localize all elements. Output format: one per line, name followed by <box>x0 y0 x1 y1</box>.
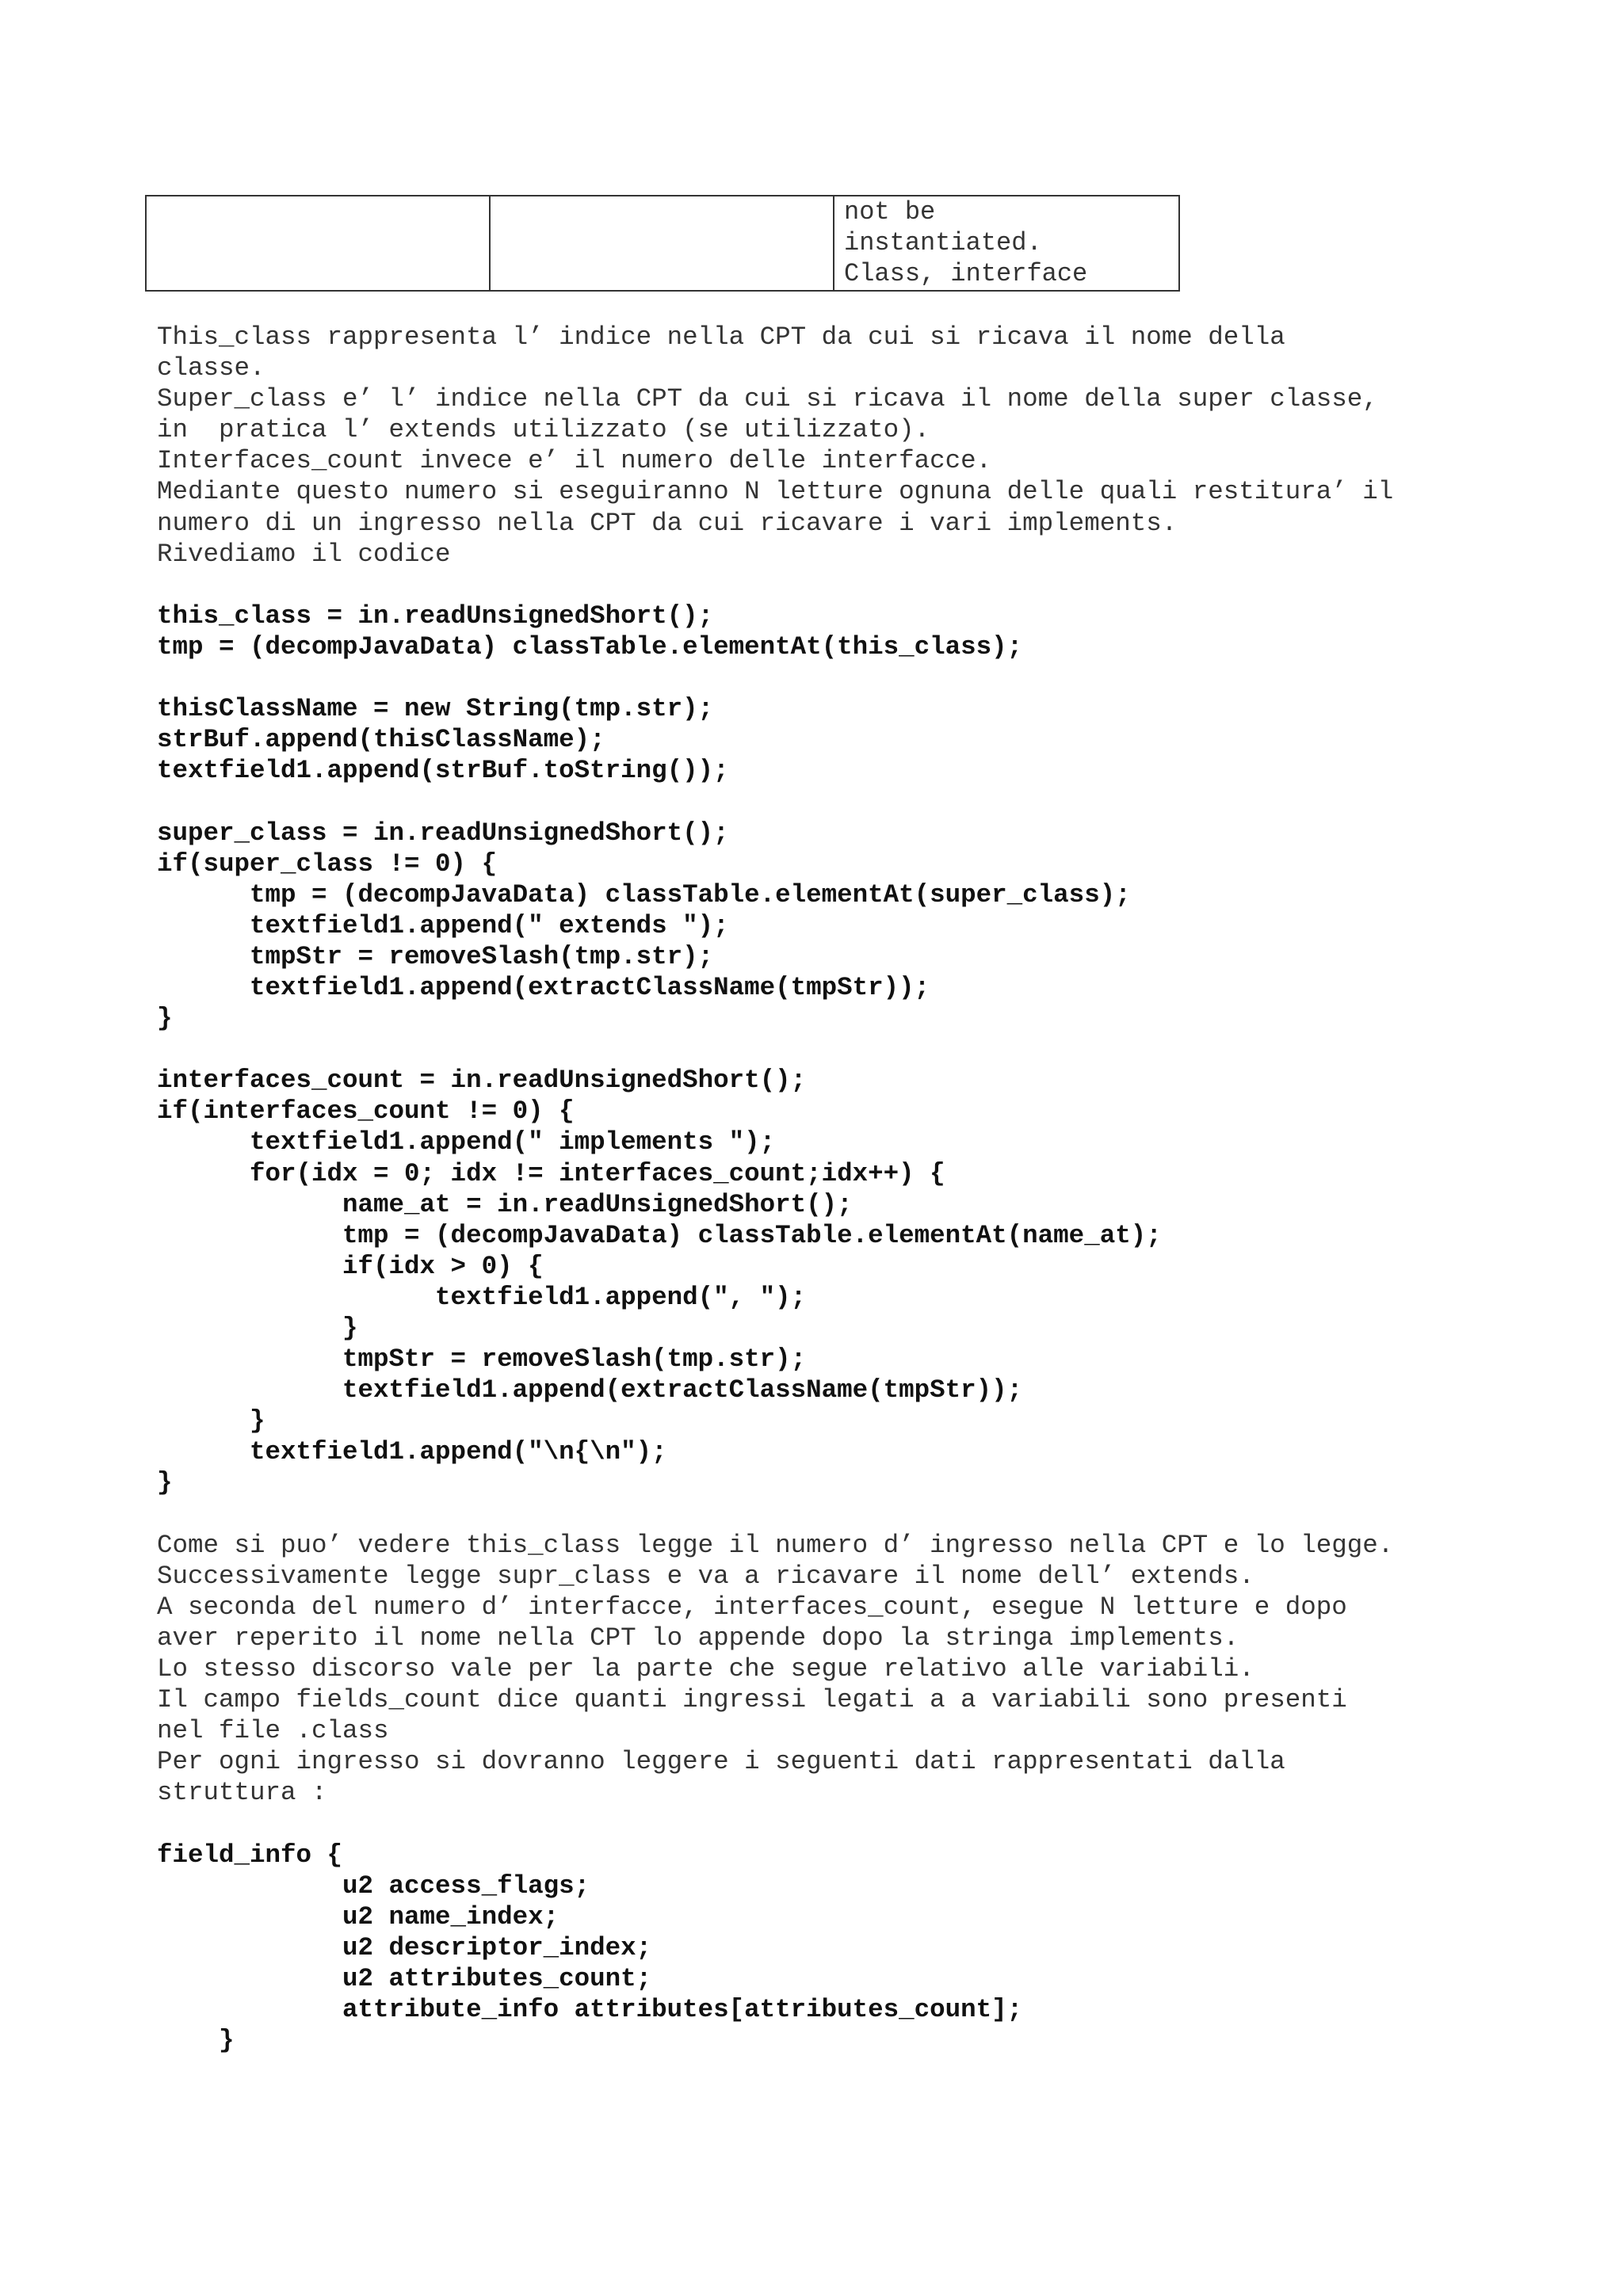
code-line: if(idx > 0) { <box>157 1251 544 1281</box>
code-line: tmp = (decompJavaData) classTable.elementAt(name_at); <box>157 1220 1162 1250</box>
document-body <box>157 322 1583 2056</box>
table-cell-text: not be instantiated. Class, interface <box>844 197 1088 288</box>
code-line: if(super_class != 0) { <box>157 849 498 879</box>
code-line: field_info { <box>157 1840 343 1870</box>
code-line: interfaces_count = in.readUnsignedShort(); <box>157 1066 807 1096</box>
code-line: textfield1.append(extractClassName(tmpStr)); <box>157 972 930 1002</box>
code-line: u2 descriptor_index; <box>157 1932 652 1962</box>
paragraph-line: Per ogni ingresso si dovranno leggere i seguenti dati rappresentati dalla <box>157 1747 1285 1777</box>
paragraph-line: A seconda del numero d’ interfacce, interfaces_count, esegue N letture e dopo <box>157 1592 1347 1622</box>
code-line: u2 access_flags; <box>157 1871 590 1901</box>
code-line: textfield1.append("\n{\n"); <box>157 1437 667 1467</box>
code-line: } <box>157 1314 358 1343</box>
code-line: tmpStr = removeSlash(tmp.str); <box>157 941 714 971</box>
paragraph-line: numero di un ingresso nella CPT da cui ricavare i vari implements. <box>157 508 1178 538</box>
table-cell-1 <box>146 196 490 291</box>
paragraph-line: Rivediamo il codice <box>157 539 451 569</box>
paragraph-line: Mediante questo numero si eseguiranno N letture ognuna delle quali restitura’ il <box>157 477 1394 507</box>
code-line: } <box>157 2026 235 2056</box>
code-line: for(idx = 0; idx != interfaces_count;idx++) { <box>157 1158 945 1188</box>
table-cell-3 <box>834 196 1179 291</box>
blank-line <box>157 786 1583 817</box>
code-line: } <box>157 1406 265 1436</box>
paragraph-line: This_class rappresenta l’ indice nella CPT da cui si ricava il nome della <box>157 322 1285 352</box>
paragraph-line: classe. <box>157 353 265 383</box>
paragraph-line: aver reperito il nome nella CPT lo appende dopo la stringa implements. <box>157 1623 1239 1653</box>
code-line: textfield1.append(strBuf.toString()); <box>157 756 729 786</box>
code-line: attribute_info attributes[attributes_count]; <box>157 1995 1023 2025</box>
code-line: super_class = in.readUnsignedShort(); <box>157 818 729 848</box>
blank-line <box>157 1034 1583 1065</box>
code-line: u2 name_index; <box>157 1901 559 1932</box>
code-line: this_class = in.readUnsignedShort(); <box>157 601 714 631</box>
code-line: tmp = (decompJavaData) classTable.elementAt(super_class); <box>157 879 1131 910</box>
code-line: textfield1.append(" implements "); <box>157 1127 776 1158</box>
paragraph-line: nel file .class <box>157 1716 389 1746</box>
paragraph-line: struttura : <box>157 1778 327 1808</box>
blank-line <box>157 570 1583 601</box>
blank-line <box>157 1499 1583 1530</box>
table-fragment <box>145 195 1180 292</box>
blank-line <box>157 662 1583 693</box>
code-line: } <box>157 1468 173 1498</box>
code-line: tmp = (decompJavaData) classTable.elementAt(this_class); <box>157 631 1023 662</box>
code-line: u2 attributes_count; <box>157 1963 652 1993</box>
code-line: name_at = in.readUnsignedShort(); <box>157 1189 853 1219</box>
code-line: tmpStr = removeSlash(tmp.str); <box>157 1344 807 1375</box>
code-line: textfield1.append(", "); <box>157 1282 807 1312</box>
paragraph-line: Lo stesso discorso vale per la parte che segue relativo alle variabili. <box>157 1654 1254 1684</box>
table-cell-2 <box>490 196 834 291</box>
code-line: thisClassName = new String(tmp.str); <box>157 694 714 724</box>
paragraph-line: Come si puo’ vedere this_class legge il numero d’ ingresso nella CPT e lo legge. <box>157 1530 1394 1560</box>
code-line: if(interfaces_count != 0) { <box>157 1097 575 1127</box>
code-line: } <box>157 1004 173 1034</box>
code-line: strBuf.append(thisClassName); <box>157 725 605 755</box>
paragraph-line: in pratica l’ extends utilizzato (se utilizzato). <box>157 415 930 445</box>
paragraph-line: Super_class e’ l’ indice nella CPT da cui si ricava il nome della super classe, <box>157 384 1378 414</box>
table-row <box>146 196 1179 291</box>
code-line: textfield1.append(extractClassName(tmpStr)); <box>157 1375 1023 1405</box>
paragraph-line: Successivamente legge supr_class e va a ricavare il nome dell’ extends. <box>157 1561 1254 1591</box>
paragraph-line: Interfaces_count invece e’ il numero delle interfacce. <box>157 446 992 476</box>
blank-line <box>157 1809 1583 1840</box>
paragraph-line: Il campo fields_count dice quanti ingressi legati a a variabili sono presenti <box>157 1685 1347 1715</box>
code-line: textfield1.append(" extends "); <box>157 910 729 940</box>
